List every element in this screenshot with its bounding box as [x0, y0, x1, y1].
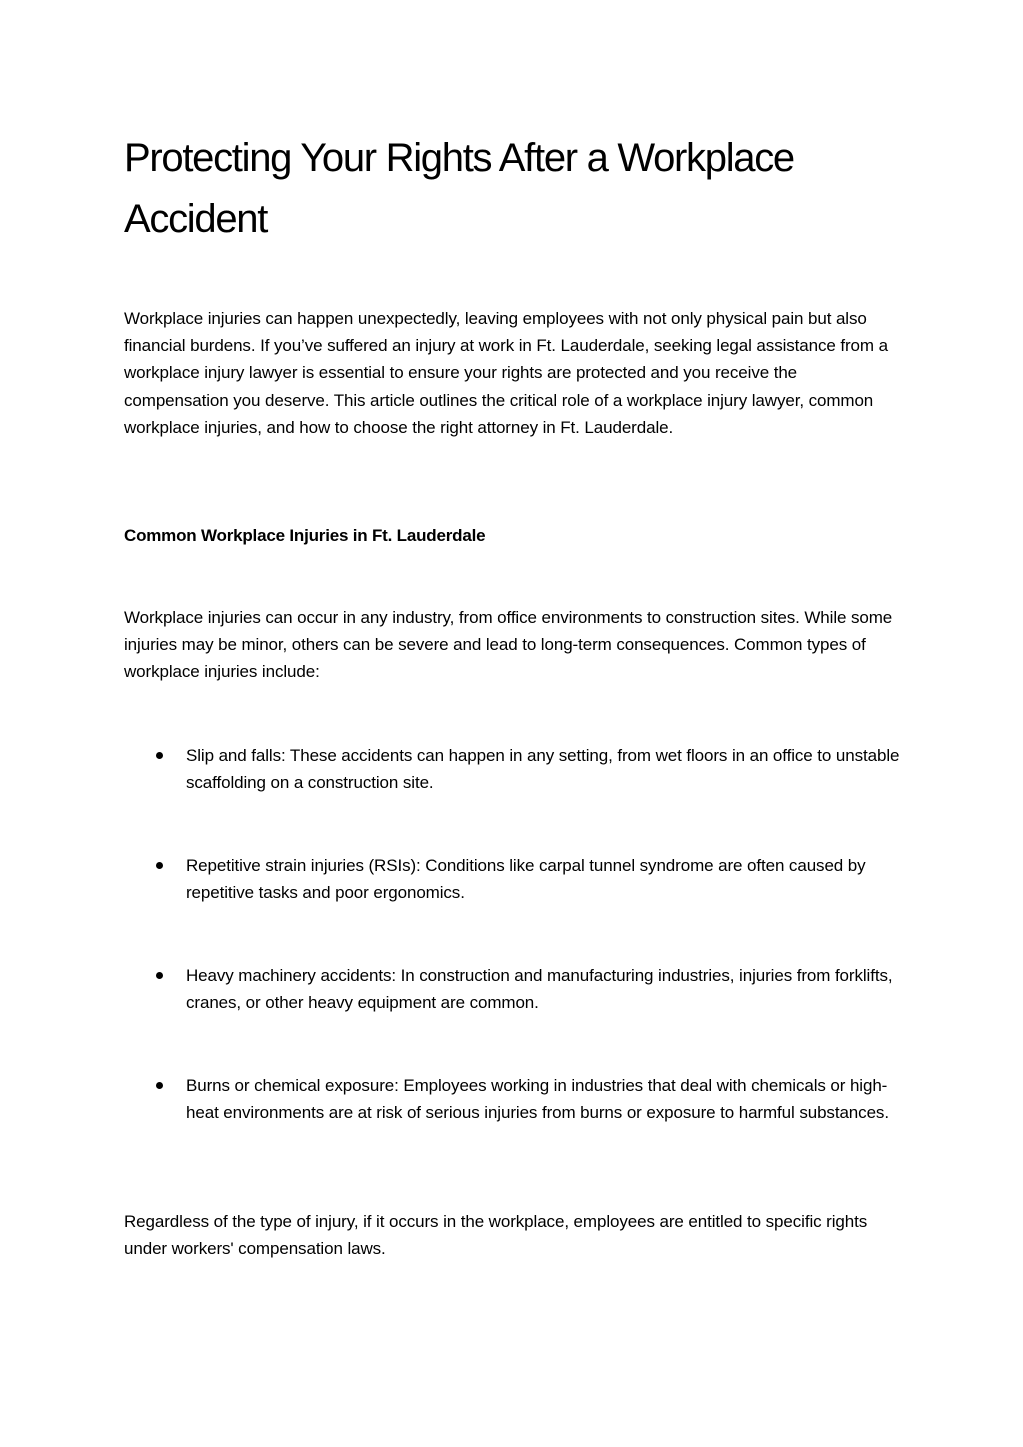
- bullet-dot-icon: [156, 1082, 163, 1089]
- bullet-dot-icon: [156, 972, 163, 979]
- section-intro-paragraph: Workplace injuries can occur in any industry, from office environments to construction sites. While some injuries may be minor, others can be severe and lead to long-term consequences. Common types of workplace injuries include:: [124, 608, 893, 682]
- list-item-text: Burns or chemical exposure: Employees working in industries that deal with chemicals or high-heat environments are at risk of serious injuries from burns or exposure to harmful substances.: [186, 1076, 889, 1123]
- document-title: Protecting Your Rights After a Workplace Accident: [124, 136, 794, 241]
- bullet-dot-icon: [156, 752, 163, 759]
- list-item-text: Repetitive strain injuries (RSIs): Conditions like carpal tunnel syndrome are often caused by repetitive tasks and poor ergonomics.: [186, 856, 866, 903]
- intro-paragraph: Workplace injuries can happen unexpectedly, leaving employees with not only physical pain but also financial burdens. If you’ve suffered an injury at work in Ft. Lauderdale, seeking legal assistance from a workplace injury lawyer is essential to ensure your rights are protected and you receive the compensation you deserve. This article outlines the critical role of a workplace injury lawyer, common workplace injuries, and how to choose the right attorney in Ft. Lauderdale.: [124, 309, 888, 437]
- section-heading: Common Workplace Injuries in Ft. Lauderdale: [124, 526, 486, 545]
- list-item-text: Heavy machinery accidents: In construction and manufacturing industries, injuries from forklifts, cranes, or other heavy equipment are common.: [186, 966, 893, 1013]
- closing-paragraph: Regardless of the type of injury, if it occurs in the workplace, employees are entitled to specific rights under workers' compensation laws.: [124, 1212, 868, 1259]
- bullet-dot-icon: [156, 862, 163, 869]
- list-item-text: Slip and falls: These accidents can happen in any setting, from wet floors in an office to unstable scaffolding on a construction site.: [186, 746, 900, 793]
